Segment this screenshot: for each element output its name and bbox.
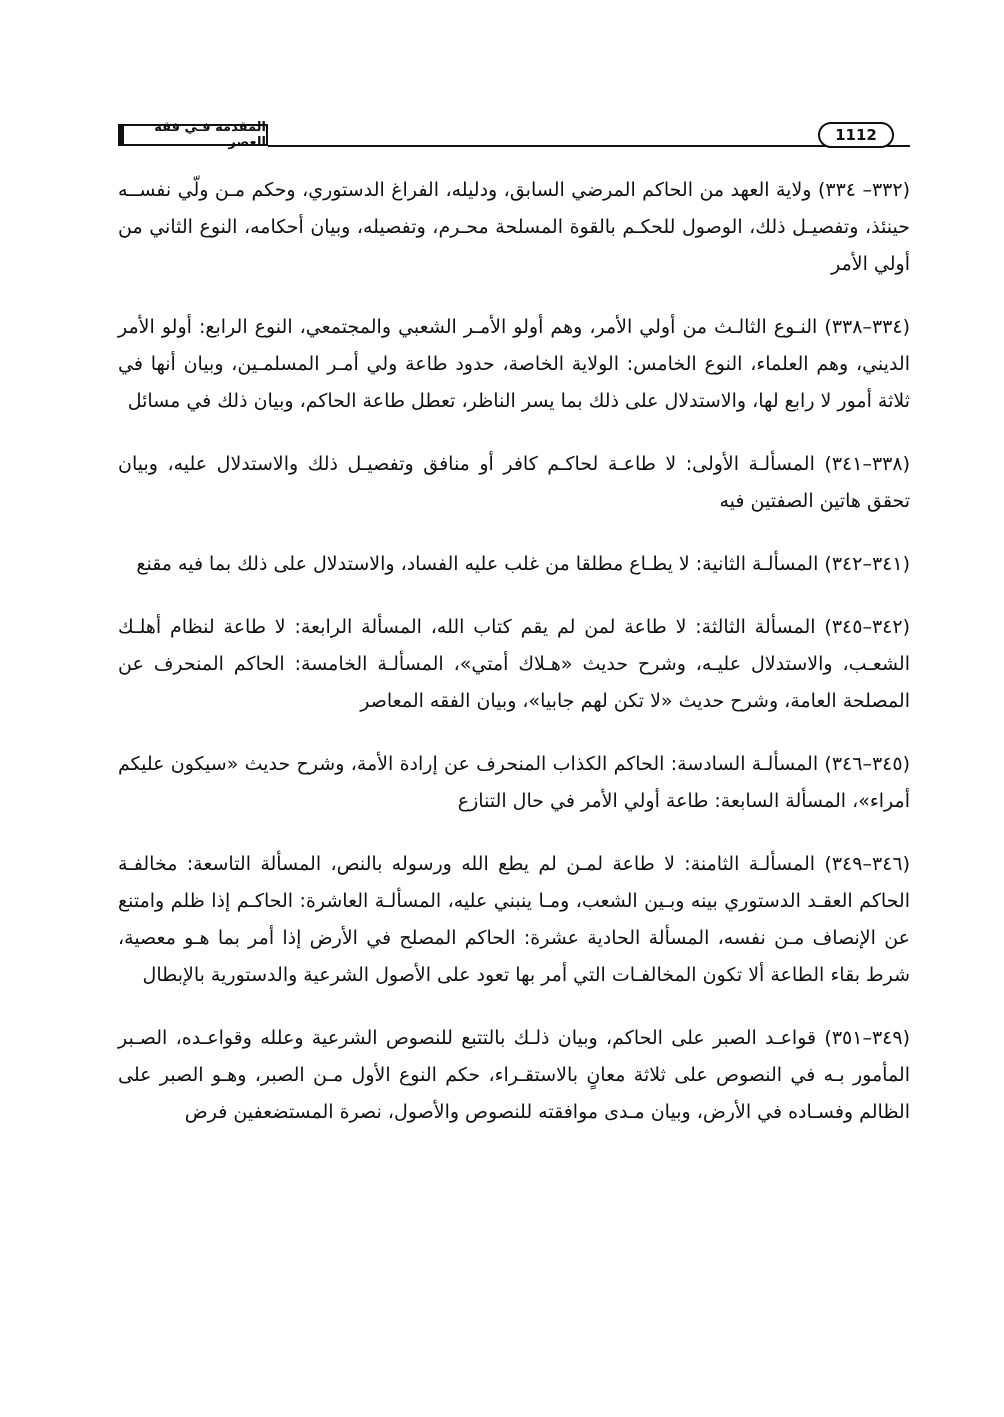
index-entry [118, 172, 910, 283]
entry-text: المسألـة الثامنة: لا طاعة لمـن لم يطع الله ورسوله بالنص، المسألة التاسعة: مخالفـة الحاكم العقـد الدستوري بينه وبـين الشعب، ومـا ينبني عليه، المسألـة العاشرة: الحاكـم إذا ظلم وامتنع عن الإنصاف مـن نفسه، المسألة الحادية عشرة: الحاكم المصلح في الأرض إذا أمر بما هـو معصية، شرط بقاء الطاعة ألا تكون المخالفـات التي أمر بها تعود على الأصول الشرعية والدستورية بالإبطال [118, 853, 910, 986]
page-range: (٣٤٢–٣٤٥) [824, 616, 910, 638]
running-header-title: المقدمة فـي فقه العصر [118, 124, 268, 146]
entry-text: المسألة الثالثة: لا طاعة لمن لم يقم كتاب الله، المسألة الرابعة: لا طاعة لنظام أهلـك الشعـب، والاستدلال عليـه، وشرح حديث «هـلاك أمتي»، المسألـة الخامسة: الحاكم المنحرف عن المصلحة العامة، وشرح حديث «لا تكن لهم جابيا»، وبيان الفقه المعاصر [118, 616, 910, 712]
index-entry [118, 609, 910, 720]
page-range: (٣٤٥–٣٤٦) [824, 753, 910, 775]
index-entry [118, 446, 910, 520]
index-entry [118, 1020, 910, 1131]
index-entry [118, 746, 910, 820]
header-rule [268, 145, 910, 147]
entry-text: قواعـد الصبر على الحاكم، وبيان ذلـك بالتتبع للنصوص الشرعية وعلله وقواعـده، الصـبر المأمور بـه في النصوص على ثلاثة معانٍ بالاستقـراء، حكم النوع الأول مـن الصبر، وهـو الصبر على الظالم وفسـاده في الأرض، وبيان مـدى موافقته للنصوص والأصول، نصرة المستضعفين فرض [118, 1027, 910, 1123]
page-range: (٣٣٤–٣٣٨) [824, 316, 910, 338]
index-entry [118, 309, 910, 420]
entry-text: النـوع الثالـث من أولي الأمر، وهم أولو الأمـر الشعبي والمجتمعي، النوع الرابع: أولو الأمر الديني، وهم العلماء، النوع الخامس: الولاية الخاصة، حدود طاعة ولي أمـر المسلمـين، وبيان أنها في ثلاثة أمور لا رابع لها، والاستدلال على ذلك بما يسر الناظر، تعطل طاعة الحاكم، وبيان ذلك في مسائل [118, 316, 910, 412]
entry-text: المسألـة الثانية: لا يطـاع مطلقا من غلب عليه الفساد، والاستدلال على ذلك بما فيه مقنع [136, 553, 819, 575]
page-range: (٣٤٦–٣٤٩) [824, 853, 910, 875]
page-range: (٣٤١–٣٤٢) [824, 553, 910, 575]
page-range: (٣٣٢– ٣٣٤) [817, 179, 910, 201]
page-range: (٣٣٨–٣٤١) [824, 453, 910, 475]
entry-text: المسألـة السادسة: الحاكم الكذاب المنحرف عن إرادة الأمة، وشرح حديث «سيكون عليكم أمراء»، المسألة السابعة: طاعة أولي الأمر في حال التنازع [118, 753, 910, 812]
index-content [118, 172, 910, 1157]
entry-text: المسألـة الأولى: لا طاعـة لحاكـم كافر أو منافق وتفصيـل ذلك والاستدلال عليه، وبيان تحقق هاتين الصفتين فيه [118, 453, 910, 512]
page-header [118, 118, 910, 152]
index-entry [118, 546, 910, 583]
page-range: (٣٤٩–٣٥١) [824, 1027, 910, 1049]
entry-text: ولاية العهد من الحاكم المرضي السابق، ودليله، الفراغ الدستوري، وحكم مـن ولّي نفســه حينئذ، وتفصيـل ذلك، الوصول للحكـم بالقوة المسلحة محـرم، وتفصيله، وبيان أحكامه، النوع الثاني من أولي الأمر [118, 179, 910, 275]
index-entry [118, 846, 910, 994]
page-number: 1112 [818, 122, 894, 148]
